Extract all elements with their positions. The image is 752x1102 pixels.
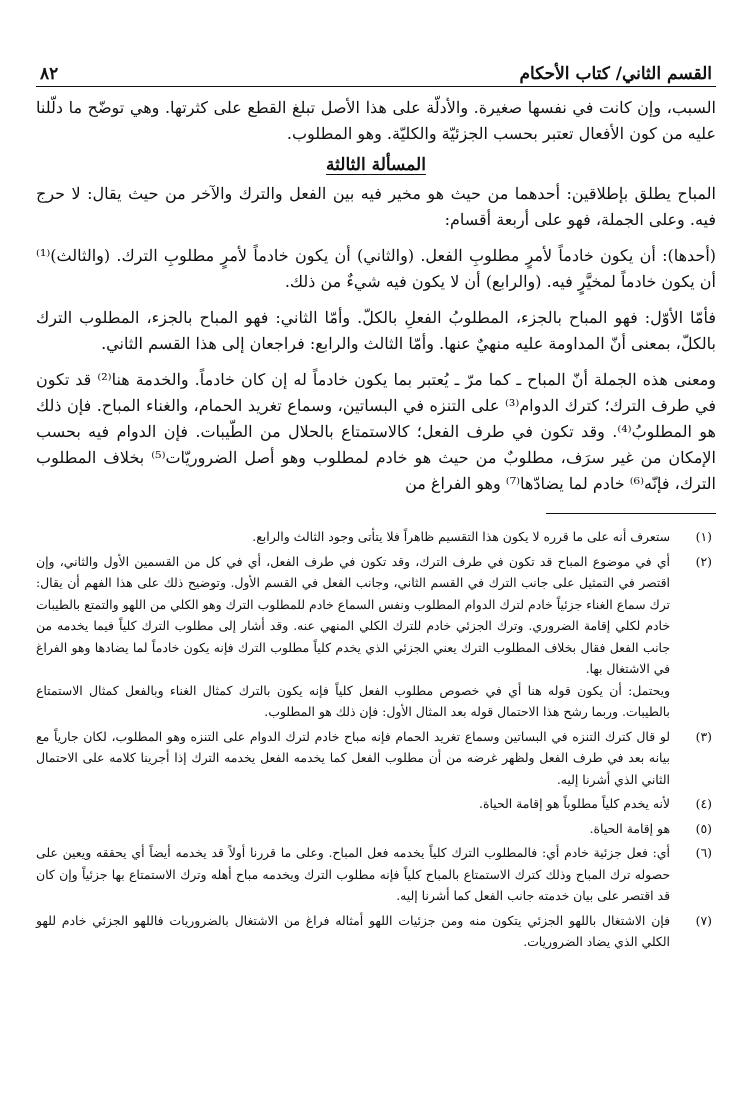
footnote-text: هو إقامة الحياة. (589, 820, 670, 836)
footnote-number: (٣) (695, 728, 712, 744)
section-title (36, 155, 716, 175)
footnote-number: (٢) (695, 553, 712, 569)
footnote-number: (١) (695, 529, 712, 544)
footnote-text: لو قال كترك التنزه في البساتين وسماع تغريد الحمام فإنه مباح خادم لترك الدوام على التنزه وهو المطلوب، لكان جارياً مع بيانه بعد في طرف الفعل ولظهر غرضه من أن مطلوب الفعل كما يخدمه الفعل يخدمه الترك إذا أجرينا كلامه على الاحتمال الثاني الذي أشرنا إليه. (36, 728, 670, 787)
footnote-number: (٤) (695, 796, 712, 811)
footnote-number: (٥) (695, 820, 712, 836)
footnote (36, 910, 716, 953)
footnote (36, 793, 716, 815)
section-title-text: المسألة الثالثة (326, 155, 426, 175)
paragraph-1: السبب، وإن كانت في نفسها صغيرة. والأدلّة على هذا الأصل تبلغ القطع على كثرتها. وهي توضّح ما دلّلنا عليه من كون الأفعال تعتبر بحسب الجزئيّة والكليّة. وهو المطلوب. (36, 98, 716, 143)
running-title: القسم الثاني/ كتاب الأحكام (519, 64, 712, 84)
footnote (36, 551, 716, 723)
paragraph-3: (أحدها): أن يكون خادماً لأمرٍ مطلوبِ الفعل. (والثاني) أن يكون خادماً لأمرٍ مطلوبِ الترك. (والثالث)⁽¹⁾ أن يكون خادماً لمخيَّرٍ فيه. (والرابع) أن لا يكون فيه شيءٌ من ذلك. (36, 246, 716, 291)
footnote-number: (٧) (695, 912, 712, 928)
footnote-text: أي: فعل جزئية خادم أي: فالمطلوب الترك كلياً يخدمه فعل المباح. وعلى ما قررنا أولاً قد يخدمه أيضاً أي يحققه ويعين على حصوله ترك المباح وذلك كترك الاستمتاع بالمباح كلياً فإنه مطلوب الترك ويخدمه مباح أهله وترك الاستمتاع بها جزئياً وإن كان قد اقتصر على بيان خدمته جانب الفعل كما أشرنا إليه. (36, 845, 670, 903)
paragraph-2: المباح يطلق بإطلاقين: أحدهما من حيث هو مخير فيه بين الفعل والترك والآخر من حيث يقال: لا حرج فيه. وعلى الجملة، فهو على أربعة أقسام: (36, 184, 716, 229)
paragraph-4: فأمّا الأوّل: فهو المباح بالجزء، المطلوبُ الفعلِ بالكلّ. وأمّا الثاني: فهو المباح بالجزء، المطلوب الترك بالكلّ، بمعنى أنّ المداومة عليه منهيٌ عنها. وأمّا الثالث والرابع: فراجعان إلى هذا القسم الثاني. (36, 308, 716, 353)
footnote (36, 526, 716, 548)
footnote (36, 842, 716, 907)
footnotes (36, 526, 716, 953)
footnote-text: أي في موضوع المباح قد تكون في طرف الترك، وقد تكون في طرف الفعل، أي في كل من القسمين الأول والثاني، وإن اقتصر في التمثيل على جانب الترك في القسم الثاني، وجانب الفعل في القسم الأول. وتوضيح ذلك على هذا الفهم أن يقال: ترك سماع الغناء جزئياً خادم لترك الدوام المطلوب ونفس السماع خادم للمطلوب الترك وهو الكلي من اللهو والتمتع بالطيبات خادم لكلي إقامة الضروري. وترك الجزئي خادم للترك الكلي المنهي عنه. وقد أشار إلى مطلوب الترك كلياً فيما يخدمه من جانب الفعل فقال بخلاف المطلوب الترك يعني الجزئي الذي يخدم كلياً مطلوب الترك فإنه يكون خادماً لما يضادها وهو الفراغ في الاشتغال بها. (36, 553, 670, 676)
footnote-text: ستعرف أنه على ما قرره لا يكون هذا التقسيم ظاهراً فلا يتأتى وجود الثالث والرابع. (252, 529, 670, 544)
paragraph-5: ومعنى هذه الجملة أنّ المباح ـ كما مرّ ـ يُعتبر بما يكون خادماً له إن كان خادماً. والخدمة هنا⁽²⁾ قد تكون في طرف الترك؛ كترك الدوام⁽³⁾ على التنزه في البساتين، وسماع تغريد الحمام، والغناء المباح. فإن ذلك هو المطلوبُ⁽⁴⁾. وقد تكون في طرف الفعل؛ كالاستمتاع بالحلال من الطّيبات. فإن الدوام فيه بحسب الإمكان من غير سرَف، مطلوبٌ من حيث هو خادم لمطلوب وهو أصل الضروريّات⁽⁵⁾ بخلاف المطلوب الترك، فإنّه⁽⁶⁾ خادم لما يضادّها⁽⁷⁾ وهو الفراغ من (36, 370, 716, 493)
footnote-divider (546, 513, 716, 514)
running-header (36, 58, 716, 84)
page-number: ٨٢ (40, 64, 59, 84)
footnote-text: ويحتمل: أن يكون قوله هنا أي في خصوص مطلوب الفعل كلياً فإنه يكون بالترك كمثال الغناء وبالفعل كمثال الاستمتاع بالطيبات. وربما رشح هذا الاحتمال قوله بعد المثال الأول: فإن ذلك هو المطلوب. (36, 682, 670, 719)
main-text (36, 95, 716, 497)
header-divider (36, 86, 716, 87)
footnote-text: فإن الاشتغال باللهو الجزئي يتكون منه ومن جزئيات اللهو أمثاله فراغ من الاشتغال بالضروريات فاللهو الجزئي خادم للهو الكلي الذي يضاد الضروريات. (36, 912, 670, 949)
footnote-text: لأنه يخدم كلياً مطلوباً هو إقامة الحياة. (479, 796, 670, 811)
footnote (36, 726, 716, 791)
footnote (36, 818, 716, 840)
footnote-number: (٦) (695, 845, 712, 860)
book-page (36, 58, 716, 956)
